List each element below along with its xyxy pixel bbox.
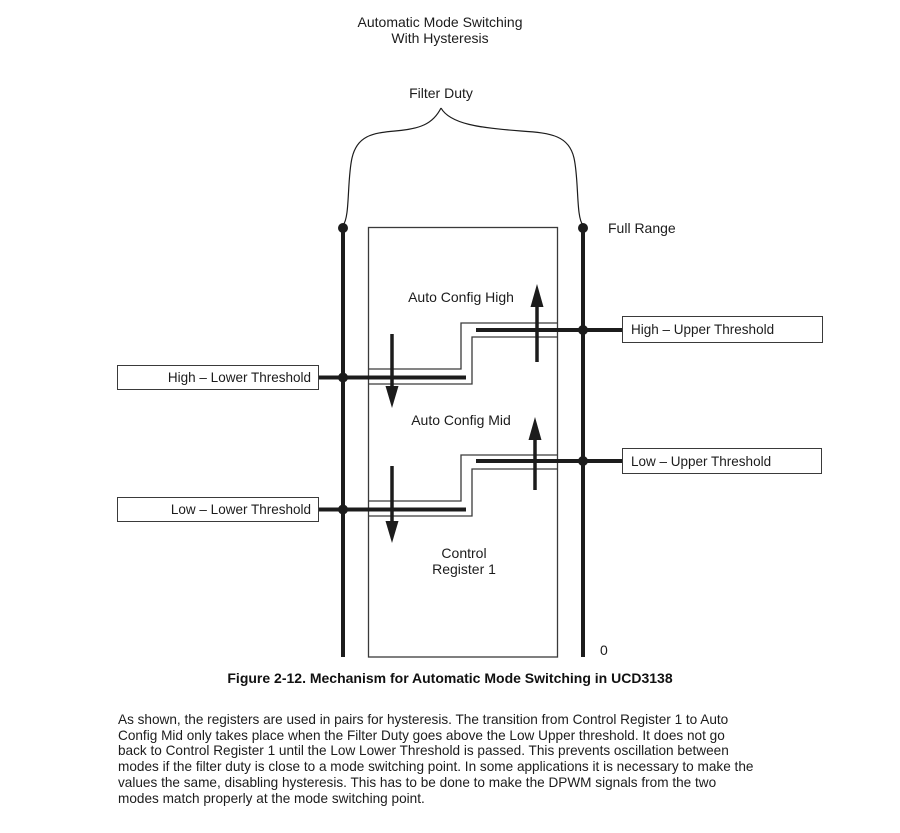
auto-config-high-label: Auto Config High (408, 289, 514, 305)
low-upper-dot (578, 456, 588, 466)
control-register-label-line2: Register 1 (432, 561, 496, 577)
full-range-label: Full Range (608, 220, 676, 236)
body-line: Config Mid only takes place when the Filter Duty goes above the Low Upper threshold. It does not go (118, 727, 725, 743)
low-lower-threshold-box: Low – Lower Threshold (117, 497, 319, 522)
diagram-title-line2: With Hysteresis (391, 30, 489, 46)
right-top-dot (578, 223, 588, 233)
zero-label: 0 (600, 642, 608, 658)
left-top-dot (338, 223, 348, 233)
high-lower-threshold-box: High – Lower Threshold (117, 365, 319, 390)
figure-caption: Figure 2-12. Mechanism for Automatic Mode Switching in UCD3138 (227, 670, 673, 686)
high-lower-dot (338, 373, 348, 383)
up-arrow-to-mid (529, 417, 542, 490)
down-arrow-from-high (386, 334, 399, 408)
auto-config-mid-label: Auto Config Mid (411, 412, 511, 428)
body-line: modes match properly at the mode switching point. (118, 790, 425, 806)
down-arrow-from-mid (386, 466, 399, 543)
body-paragraph (118, 712, 888, 806)
body-line: values the same, disabling hysteresis. This has to be done to make the DPWM signals from the two (118, 774, 717, 790)
low-lower-dot (338, 505, 348, 515)
body-line: As shown, the registers are used in pairs for hysteresis. The transition from Control Register 1 to Auto (118, 712, 729, 727)
low-upper-threshold-box: Low – Upper Threshold (622, 448, 822, 474)
filter-duty-label: Filter Duty (409, 85, 473, 101)
body-line: back to Control Register 1 until the Low Lower Threshold is passed. This prevents oscillation between (118, 743, 729, 759)
high-upper-threshold-box: High – Upper Threshold (622, 316, 823, 343)
filter-duty-brace (343, 108, 583, 225)
control-register-label-line1: Control (441, 545, 487, 561)
body-line: modes if the filter duty is close to a mode switching point. In some applications it is necessary to make the (118, 759, 754, 775)
high-upper-dot (578, 325, 588, 335)
diagram-title-line1: Automatic Mode Switching (357, 14, 523, 30)
